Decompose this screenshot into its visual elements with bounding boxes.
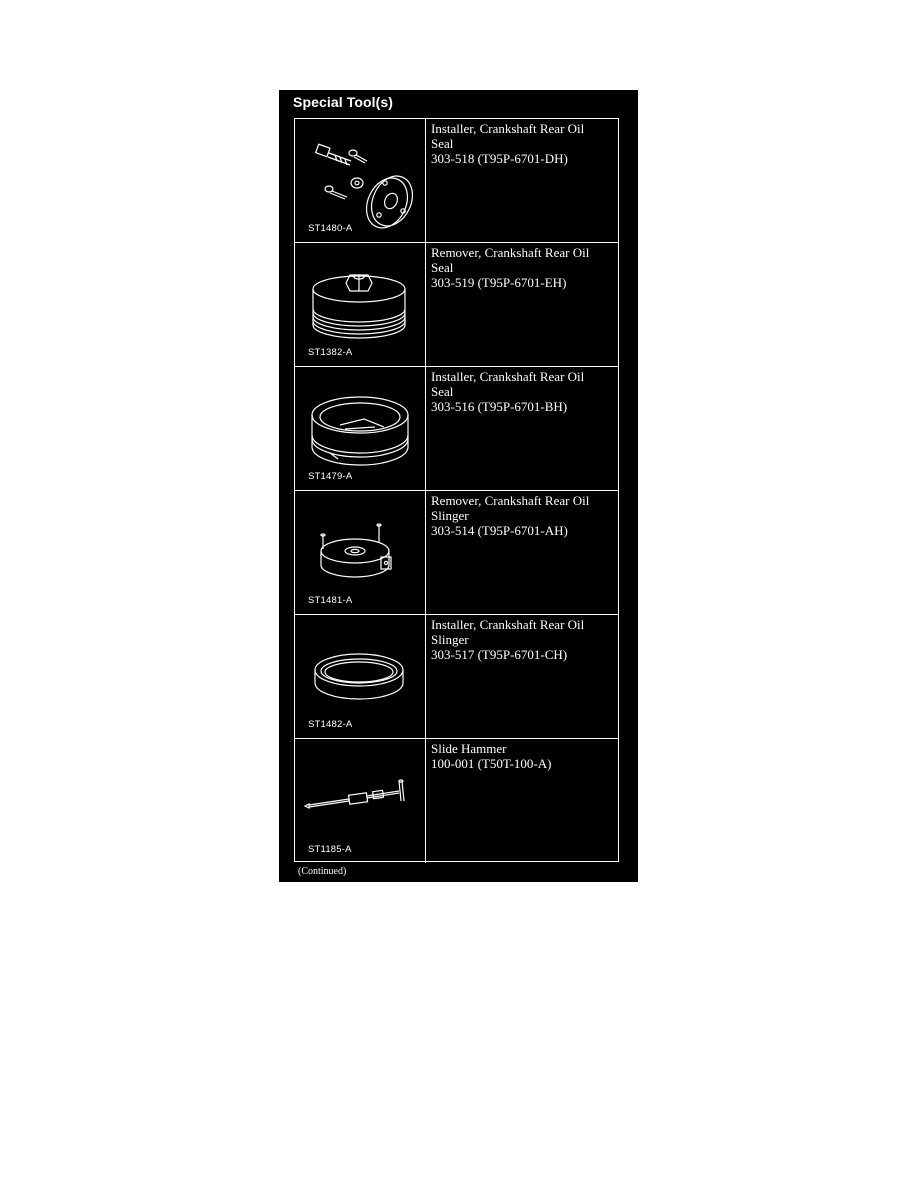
tool-name-line1: Installer, Crankshaft Rear Oil	[431, 121, 585, 136]
tool-name-line2: Seal	[431, 384, 454, 399]
tool-name-line1: Installer, Crankshaft Rear Oil	[431, 369, 585, 384]
tool-part-number: 303-516 (T95P-6701-BH)	[431, 399, 568, 414]
tool-image-code: ST1382-A	[308, 347, 353, 358]
tool-description	[431, 741, 616, 771]
tool-row	[295, 491, 618, 615]
tool-name-line1: Slide Hammer	[431, 741, 507, 756]
tool-part-number: 303-514 (T95P-6701-AH)	[431, 523, 568, 538]
tool-image-code: ST1480-A	[308, 223, 353, 234]
continued-note: (Continued)	[298, 866, 347, 877]
tool-description	[431, 245, 616, 290]
tool-image-cell	[295, 615, 426, 738]
tool-image-code: ST1482-A	[308, 719, 353, 730]
tool-row	[295, 243, 618, 367]
tool-image-code: ST1185-A	[308, 844, 352, 855]
tool-part-number: 303-518 (T95P-6701-DH)	[431, 151, 568, 166]
tool-name-line2: Seal	[431, 136, 454, 151]
tool-description	[431, 121, 616, 166]
tool-row	[295, 615, 618, 739]
tool-image-cell	[295, 739, 426, 863]
tool-row	[295, 119, 618, 243]
tool-name-line2: Seal	[431, 260, 454, 275]
tool-table	[294, 118, 619, 862]
tool-part-number: 303-517 (T95P-6701-CH)	[431, 647, 568, 662]
tool-row	[295, 739, 618, 863]
tool-row	[295, 367, 618, 491]
tool-name-line2: Slinger	[431, 632, 469, 647]
tool-image-cell	[295, 491, 426, 614]
tool-image-cell	[295, 119, 426, 242]
panel-title: Special Tool(s)	[293, 94, 394, 110]
tool-name-line1: Remover, Crankshaft Rear Oil	[431, 245, 590, 260]
tool-image-code: ST1481-A	[308, 595, 353, 606]
tool-description	[431, 493, 616, 538]
tool-name-line2: Slinger	[431, 508, 469, 523]
tool-description	[431, 617, 616, 662]
tool-image-cell	[295, 367, 426, 490]
special-tools-panel	[279, 90, 638, 882]
tool-image-code: ST1479-A	[308, 471, 353, 482]
tool-description	[431, 369, 616, 414]
tool-name-line1: Remover, Crankshaft Rear Oil	[431, 493, 590, 508]
tool-name-line1: Installer, Crankshaft Rear Oil	[431, 617, 585, 632]
tool-part-number: 303-519 (T95P-6701-EH)	[431, 275, 567, 290]
tool-image-cell	[295, 243, 426, 366]
tool-part-number: 100-001 (T50T-100-A)	[431, 756, 552, 771]
